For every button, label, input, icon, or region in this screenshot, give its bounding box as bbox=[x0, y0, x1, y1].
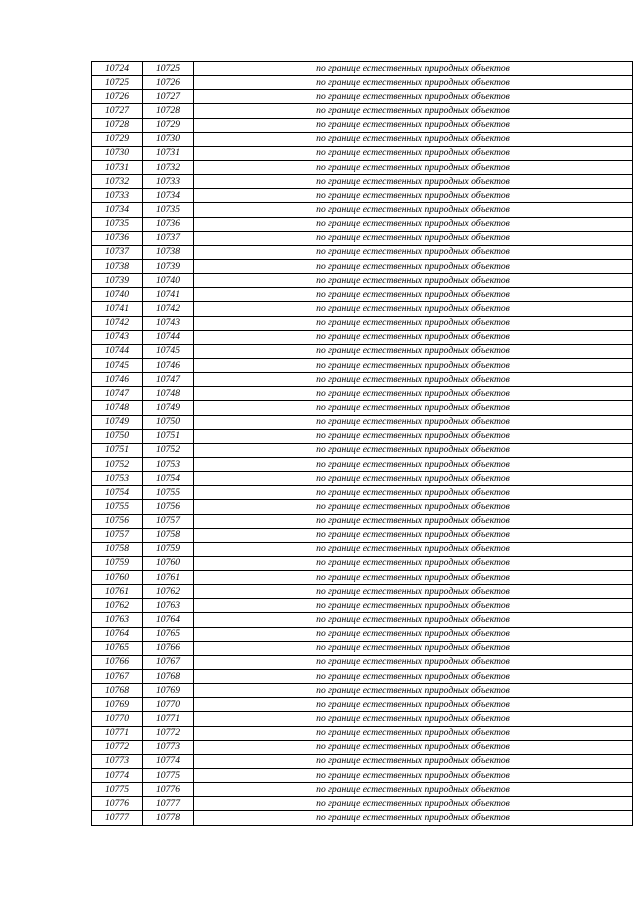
to-point-cell: 10757 bbox=[143, 514, 194, 528]
from-point-cell: 10732 bbox=[92, 175, 143, 189]
boundary-description-cell: по границе естественных природных объектов bbox=[194, 769, 633, 783]
table-body bbox=[92, 62, 633, 826]
table-row bbox=[92, 514, 633, 528]
to-point-cell: 10751 bbox=[143, 429, 194, 443]
to-point-cell: 10734 bbox=[143, 189, 194, 203]
from-point-cell: 10728 bbox=[92, 118, 143, 132]
boundary-description-cell: по границе естественных природных объектов bbox=[194, 330, 633, 344]
from-point-cell: 10756 bbox=[92, 514, 143, 528]
boundary-description-cell: по границе естественных природных объектов bbox=[194, 118, 633, 132]
boundary-description-cell: по границе естественных природных объектов bbox=[194, 811, 633, 825]
boundary-points-table bbox=[91, 61, 633, 826]
to-point-cell: 10771 bbox=[143, 712, 194, 726]
to-point-cell: 10774 bbox=[143, 754, 194, 768]
from-point-cell: 10758 bbox=[92, 542, 143, 556]
table-row bbox=[92, 740, 633, 754]
from-point-cell: 10734 bbox=[92, 203, 143, 217]
table-row bbox=[92, 500, 633, 514]
table-row bbox=[92, 118, 633, 132]
boundary-description-cell: по границе естественных природных объектов bbox=[194, 387, 633, 401]
to-point-cell: 10728 bbox=[143, 104, 194, 118]
table-row bbox=[92, 330, 633, 344]
from-point-cell: 10744 bbox=[92, 344, 143, 358]
table-row bbox=[92, 556, 633, 570]
table-row bbox=[92, 443, 633, 457]
from-point-cell: 10757 bbox=[92, 528, 143, 542]
from-point-cell: 10745 bbox=[92, 358, 143, 372]
boundary-description-cell: по границе естественных природных объектов bbox=[194, 542, 633, 556]
boundary-description-cell: по границе естественных природных объектов bbox=[194, 373, 633, 387]
boundary-description-cell: по границе естественных природных объектов bbox=[194, 754, 633, 768]
table-row bbox=[92, 585, 633, 599]
boundary-description-cell: по границе естественных природных объектов bbox=[194, 401, 633, 415]
from-point-cell: 10738 bbox=[92, 259, 143, 273]
table-row bbox=[92, 599, 633, 613]
to-point-cell: 10763 bbox=[143, 599, 194, 613]
from-point-cell: 10754 bbox=[92, 486, 143, 500]
from-point-cell: 10766 bbox=[92, 655, 143, 669]
from-point-cell: 10775 bbox=[92, 783, 143, 797]
boundary-description-cell: по границе естественных природных объектов bbox=[194, 288, 633, 302]
boundary-description-cell: по границе естественных природных объектов bbox=[194, 712, 633, 726]
to-point-cell: 10775 bbox=[143, 769, 194, 783]
to-point-cell: 10764 bbox=[143, 613, 194, 627]
from-point-cell: 10735 bbox=[92, 217, 143, 231]
table-row bbox=[92, 486, 633, 500]
boundary-description-cell: по границе естественных природных объектов bbox=[194, 415, 633, 429]
boundary-description-cell: по границе естественных природных объектов bbox=[194, 316, 633, 330]
boundary-description-cell: по границе естественных природных объектов bbox=[194, 146, 633, 160]
from-point-cell: 10747 bbox=[92, 387, 143, 401]
boundary-description-cell: по границе естественных природных объектов bbox=[194, 514, 633, 528]
table-row bbox=[92, 655, 633, 669]
boundary-description-cell: по границе естественных природных объектов bbox=[194, 429, 633, 443]
boundary-description-cell: по границе естественных природных объектов bbox=[194, 613, 633, 627]
to-point-cell: 10731 bbox=[143, 146, 194, 160]
table-row bbox=[92, 344, 633, 358]
to-point-cell: 10730 bbox=[143, 132, 194, 146]
table-row bbox=[92, 627, 633, 641]
from-point-cell: 10759 bbox=[92, 556, 143, 570]
from-point-cell: 10764 bbox=[92, 627, 143, 641]
to-point-cell: 10741 bbox=[143, 288, 194, 302]
from-point-cell: 10724 bbox=[92, 62, 143, 76]
table-row bbox=[92, 415, 633, 429]
to-point-cell: 10745 bbox=[143, 344, 194, 358]
table-row bbox=[92, 698, 633, 712]
to-point-cell: 10770 bbox=[143, 698, 194, 712]
from-point-cell: 10774 bbox=[92, 769, 143, 783]
to-point-cell: 10777 bbox=[143, 797, 194, 811]
to-point-cell: 10736 bbox=[143, 217, 194, 231]
to-point-cell: 10727 bbox=[143, 90, 194, 104]
from-point-cell: 10773 bbox=[92, 754, 143, 768]
from-point-cell: 10753 bbox=[92, 472, 143, 486]
boundary-description-cell: по границе естественных природных объектов bbox=[194, 189, 633, 203]
table-row bbox=[92, 457, 633, 471]
from-point-cell: 10749 bbox=[92, 415, 143, 429]
from-point-cell: 10742 bbox=[92, 316, 143, 330]
from-point-cell: 10727 bbox=[92, 104, 143, 118]
from-point-cell: 10750 bbox=[92, 429, 143, 443]
to-point-cell: 10739 bbox=[143, 259, 194, 273]
from-point-cell: 10770 bbox=[92, 712, 143, 726]
boundary-description-cell: по границе естественных природных объектов bbox=[194, 599, 633, 613]
to-point-cell: 10738 bbox=[143, 245, 194, 259]
to-point-cell: 10726 bbox=[143, 76, 194, 90]
to-point-cell: 10740 bbox=[143, 274, 194, 288]
from-point-cell: 10772 bbox=[92, 740, 143, 754]
from-point-cell: 10769 bbox=[92, 698, 143, 712]
from-point-cell: 10737 bbox=[92, 245, 143, 259]
from-point-cell: 10739 bbox=[92, 274, 143, 288]
from-point-cell: 10768 bbox=[92, 684, 143, 698]
table-row bbox=[92, 670, 633, 684]
boundary-description-cell: по границе естественных природных объектов bbox=[194, 104, 633, 118]
boundary-description-cell: по границе естественных природных объектов bbox=[194, 684, 633, 698]
boundary-description-cell: по границе естественных природных объектов bbox=[194, 132, 633, 146]
table-row bbox=[92, 217, 633, 231]
to-point-cell: 10746 bbox=[143, 358, 194, 372]
table-row bbox=[92, 90, 633, 104]
from-point-cell: 10760 bbox=[92, 571, 143, 585]
from-point-cell: 10730 bbox=[92, 146, 143, 160]
boundary-description-cell: по границе естественных природных объектов bbox=[194, 245, 633, 259]
table-row bbox=[92, 783, 633, 797]
to-point-cell: 10732 bbox=[143, 160, 194, 174]
to-point-cell: 10735 bbox=[143, 203, 194, 217]
boundary-description-cell: по границе естественных природных объектов bbox=[194, 203, 633, 217]
boundary-description-cell: по границе естественных природных объектов bbox=[194, 571, 633, 585]
boundary-description-cell: по границе естественных природных объектов bbox=[194, 528, 633, 542]
boundary-description-cell: по границе естественных природных объектов bbox=[194, 585, 633, 599]
to-point-cell: 10725 bbox=[143, 62, 194, 76]
from-point-cell: 10743 bbox=[92, 330, 143, 344]
from-point-cell: 10741 bbox=[92, 302, 143, 316]
table-row bbox=[92, 769, 633, 783]
table-row bbox=[92, 316, 633, 330]
from-point-cell: 10777 bbox=[92, 811, 143, 825]
to-point-cell: 10752 bbox=[143, 443, 194, 457]
to-point-cell: 10767 bbox=[143, 655, 194, 669]
boundary-description-cell: по границе естественных природных объектов bbox=[194, 302, 633, 316]
from-point-cell: 10767 bbox=[92, 670, 143, 684]
to-point-cell: 10755 bbox=[143, 486, 194, 500]
from-point-cell: 10725 bbox=[92, 76, 143, 90]
from-point-cell: 10748 bbox=[92, 401, 143, 415]
table-row bbox=[92, 146, 633, 160]
from-point-cell: 10776 bbox=[92, 797, 143, 811]
boundary-description-cell: по границе естественных природных объектов bbox=[194, 627, 633, 641]
table-row bbox=[92, 429, 633, 443]
table-row bbox=[92, 288, 633, 302]
table-row bbox=[92, 203, 633, 217]
boundary-description-cell: по границе естественных природных объектов bbox=[194, 175, 633, 189]
to-point-cell: 10769 bbox=[143, 684, 194, 698]
from-point-cell: 10762 bbox=[92, 599, 143, 613]
table-row bbox=[92, 726, 633, 740]
to-point-cell: 10762 bbox=[143, 585, 194, 599]
boundary-description-cell: по границе естественных природных объектов bbox=[194, 556, 633, 570]
from-point-cell: 10752 bbox=[92, 457, 143, 471]
table-row bbox=[92, 401, 633, 415]
to-point-cell: 10776 bbox=[143, 783, 194, 797]
from-point-cell: 10761 bbox=[92, 585, 143, 599]
from-point-cell: 10771 bbox=[92, 726, 143, 740]
boundary-description-cell: по границе естественных природных объектов bbox=[194, 670, 633, 684]
boundary-description-cell: по границе естественных природных объектов bbox=[194, 259, 633, 273]
to-point-cell: 10761 bbox=[143, 571, 194, 585]
table-row bbox=[92, 797, 633, 811]
to-point-cell: 10758 bbox=[143, 528, 194, 542]
to-point-cell: 10729 bbox=[143, 118, 194, 132]
to-point-cell: 10759 bbox=[143, 542, 194, 556]
boundary-description-cell: по границе естественных природных объектов bbox=[194, 344, 633, 358]
table-row bbox=[92, 62, 633, 76]
table-row bbox=[92, 274, 633, 288]
to-point-cell: 10773 bbox=[143, 740, 194, 754]
boundary-description-cell: по границе естественных природных объектов bbox=[194, 698, 633, 712]
table-row bbox=[92, 259, 633, 273]
to-point-cell: 10772 bbox=[143, 726, 194, 740]
to-point-cell: 10778 bbox=[143, 811, 194, 825]
table-row bbox=[92, 358, 633, 372]
table-row bbox=[92, 571, 633, 585]
to-point-cell: 10753 bbox=[143, 457, 194, 471]
boundary-description-cell: по границе естественных природных объектов bbox=[194, 90, 633, 104]
from-point-cell: 10729 bbox=[92, 132, 143, 146]
table-row bbox=[92, 231, 633, 245]
to-point-cell: 10760 bbox=[143, 556, 194, 570]
boundary-description-cell: по границе естественных природных объектов bbox=[194, 500, 633, 514]
table-row bbox=[92, 175, 633, 189]
from-point-cell: 10746 bbox=[92, 373, 143, 387]
from-point-cell: 10733 bbox=[92, 189, 143, 203]
to-point-cell: 10750 bbox=[143, 415, 194, 429]
boundary-description-cell: по границе естественных природных объектов bbox=[194, 655, 633, 669]
to-point-cell: 10742 bbox=[143, 302, 194, 316]
table-row bbox=[92, 684, 633, 698]
table-row bbox=[92, 189, 633, 203]
to-point-cell: 10754 bbox=[143, 472, 194, 486]
to-point-cell: 10743 bbox=[143, 316, 194, 330]
table-row bbox=[92, 387, 633, 401]
table-row bbox=[92, 302, 633, 316]
boundary-description-cell: по границе естественных природных объектов bbox=[194, 358, 633, 372]
boundary-description-cell: по границе естественных природных объектов bbox=[194, 62, 633, 76]
boundary-description-cell: по границе естественных природных объектов bbox=[194, 486, 633, 500]
boundary-description-cell: по границе естественных природных объектов bbox=[194, 443, 633, 457]
boundary-description-cell: по границе естественных природных объектов bbox=[194, 217, 633, 231]
table-row bbox=[92, 542, 633, 556]
table-row bbox=[92, 712, 633, 726]
table-row bbox=[92, 754, 633, 768]
from-point-cell: 10726 bbox=[92, 90, 143, 104]
to-point-cell: 10749 bbox=[143, 401, 194, 415]
to-point-cell: 10748 bbox=[143, 387, 194, 401]
table-row bbox=[92, 641, 633, 655]
boundary-description-cell: по границе естественных природных объектов bbox=[194, 726, 633, 740]
to-point-cell: 10765 bbox=[143, 627, 194, 641]
boundary-description-cell: по границе естественных природных объектов bbox=[194, 160, 633, 174]
to-point-cell: 10756 bbox=[143, 500, 194, 514]
table-row bbox=[92, 528, 633, 542]
to-point-cell: 10768 bbox=[143, 670, 194, 684]
table-row bbox=[92, 104, 633, 118]
boundary-description-cell: по границе естественных природных объектов bbox=[194, 231, 633, 245]
to-point-cell: 10766 bbox=[143, 641, 194, 655]
boundary-description-cell: по границе естественных природных объектов bbox=[194, 472, 633, 486]
from-point-cell: 10740 bbox=[92, 288, 143, 302]
table-row bbox=[92, 811, 633, 825]
table-row bbox=[92, 160, 633, 174]
boundary-description-cell: по границе естественных природных объектов bbox=[194, 76, 633, 90]
from-point-cell: 10751 bbox=[92, 443, 143, 457]
from-point-cell: 10755 bbox=[92, 500, 143, 514]
from-point-cell: 10736 bbox=[92, 231, 143, 245]
boundary-description-cell: по границе естественных природных объектов bbox=[194, 797, 633, 811]
to-point-cell: 10744 bbox=[143, 330, 194, 344]
boundary-description-cell: по границе естественных природных объектов bbox=[194, 457, 633, 471]
table-row bbox=[92, 132, 633, 146]
from-point-cell: 10765 bbox=[92, 641, 143, 655]
to-point-cell: 10747 bbox=[143, 373, 194, 387]
table-row bbox=[92, 245, 633, 259]
to-point-cell: 10733 bbox=[143, 175, 194, 189]
table-row bbox=[92, 373, 633, 387]
boundary-description-cell: по границе естественных природных объектов bbox=[194, 274, 633, 288]
from-point-cell: 10763 bbox=[92, 613, 143, 627]
boundary-description-cell: по границе естественных природных объектов bbox=[194, 740, 633, 754]
table-row bbox=[92, 472, 633, 486]
table-row bbox=[92, 613, 633, 627]
from-point-cell: 10731 bbox=[92, 160, 143, 174]
table-row bbox=[92, 76, 633, 90]
to-point-cell: 10737 bbox=[143, 231, 194, 245]
boundary-description-cell: по границе естественных природных объектов bbox=[194, 783, 633, 797]
boundary-description-cell: по границе естественных природных объектов bbox=[194, 641, 633, 655]
